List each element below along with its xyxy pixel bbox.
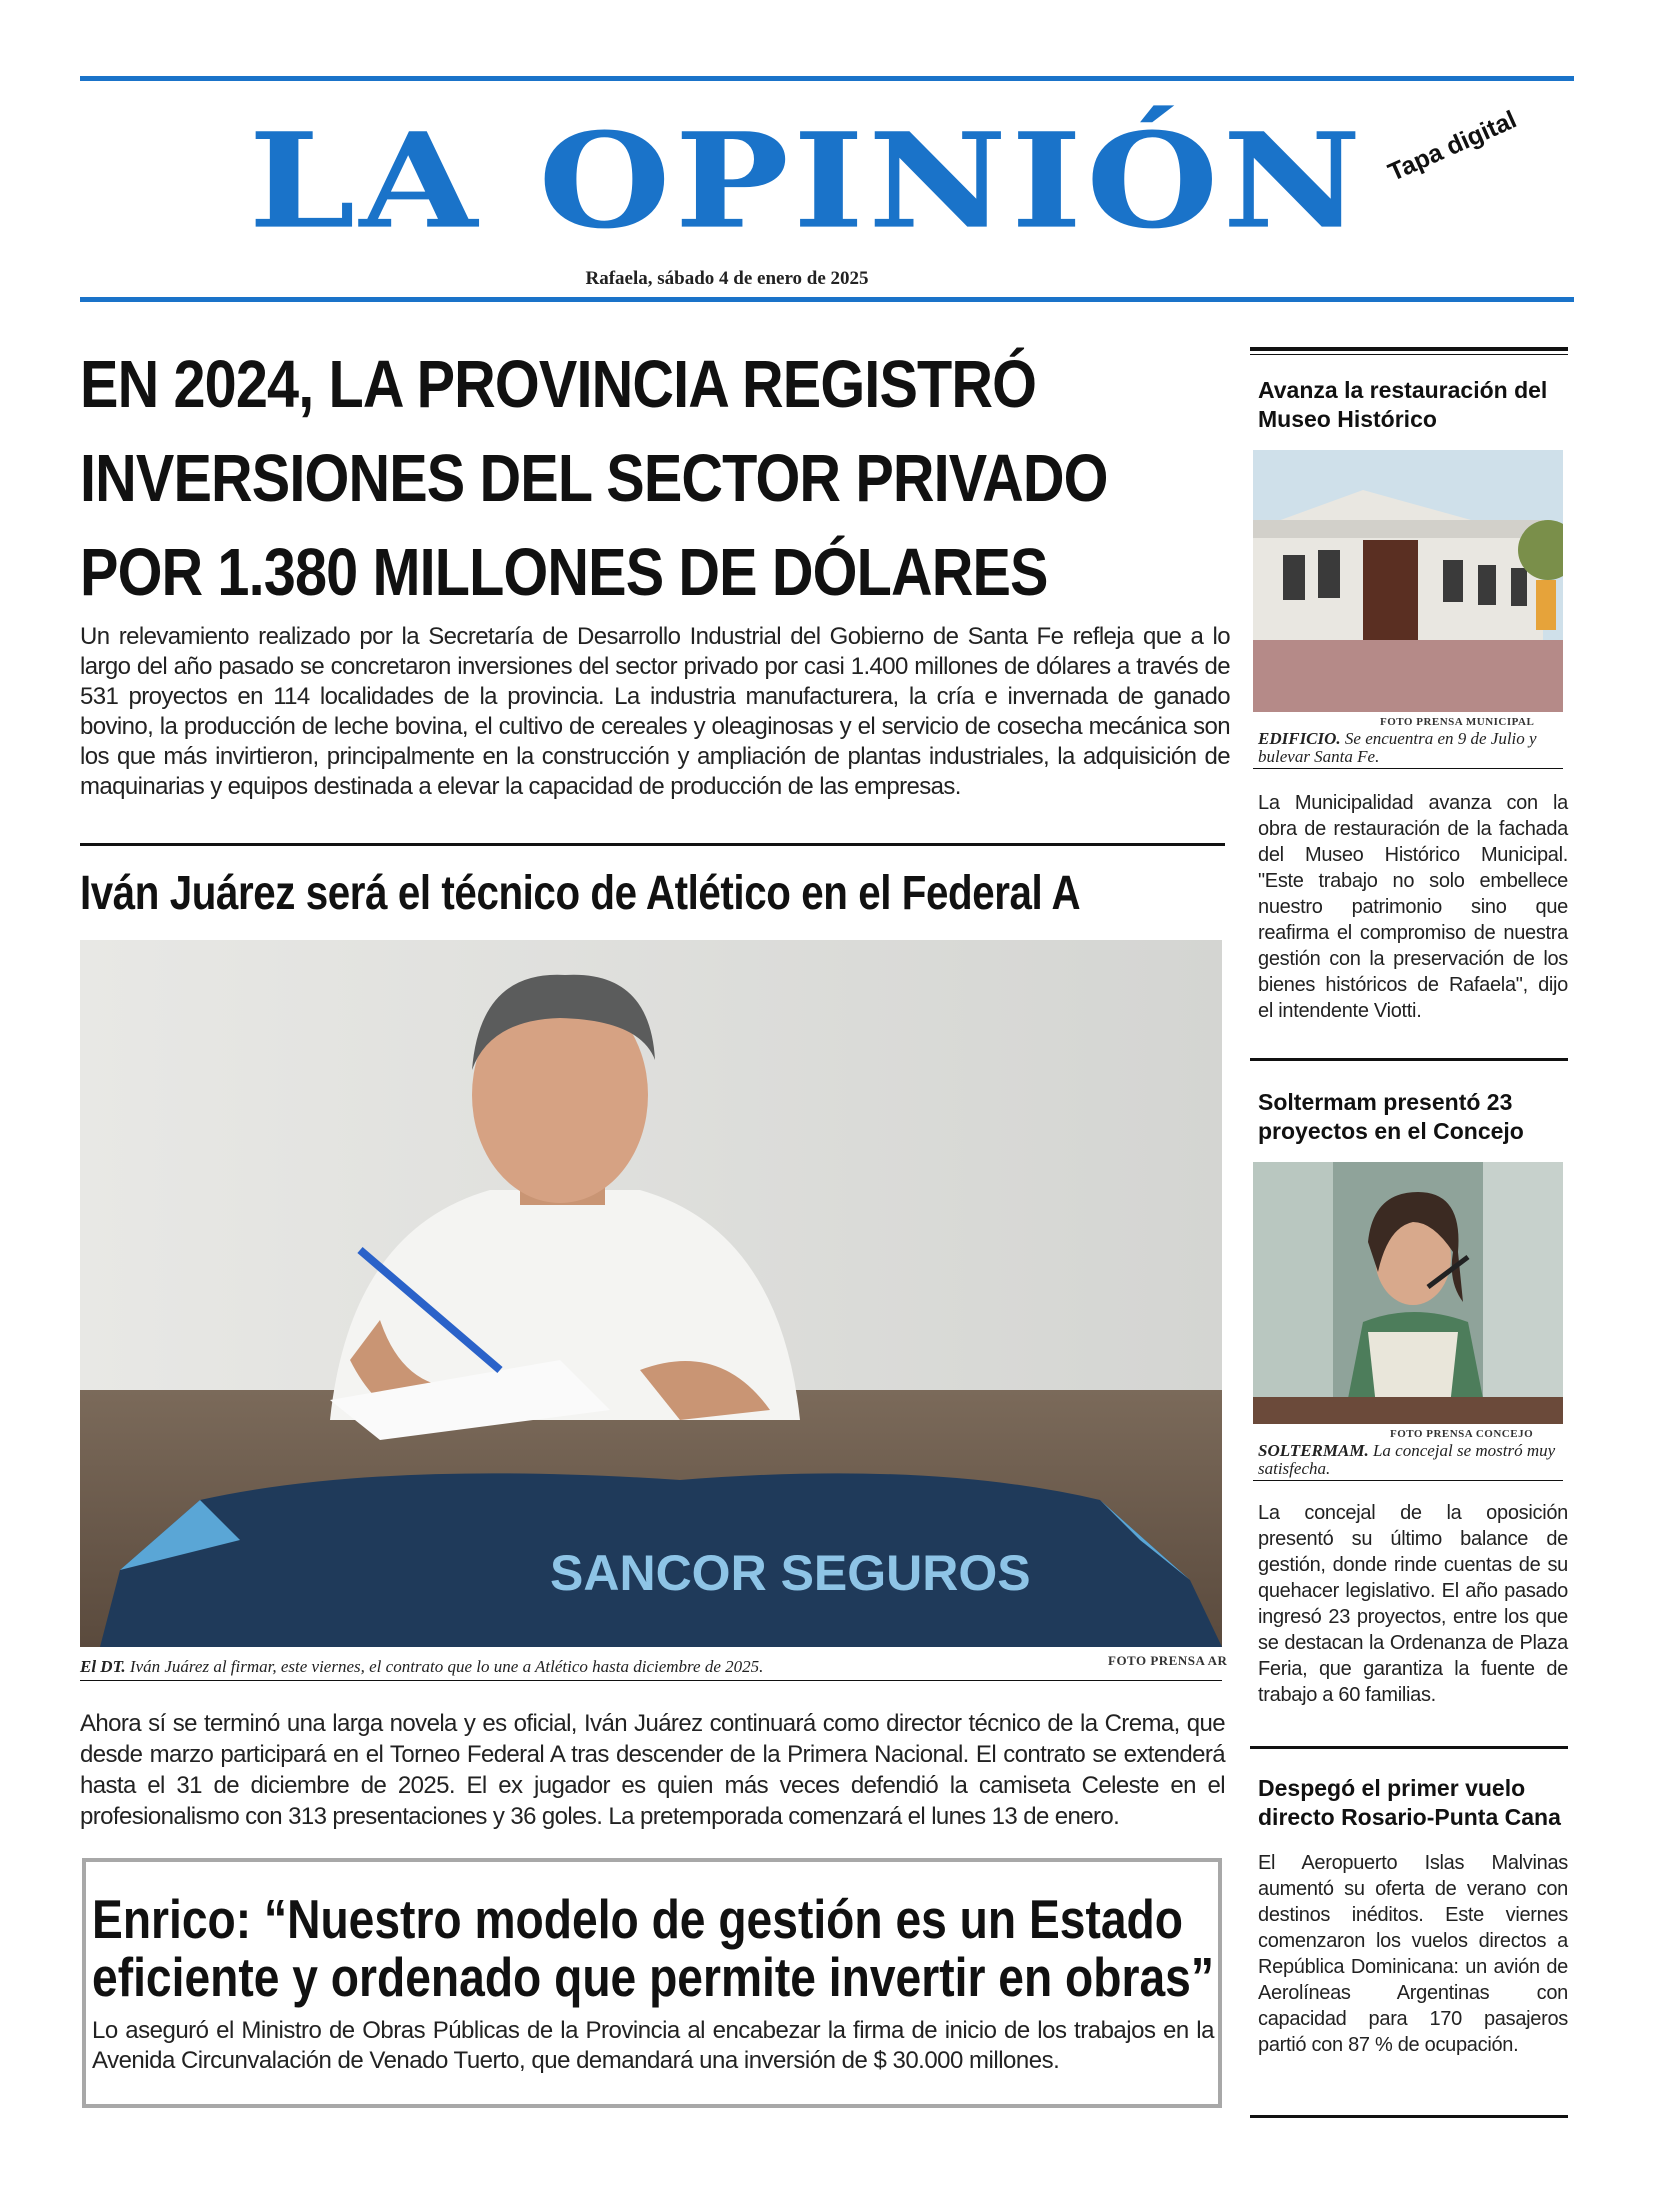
museum-caption-text: Se encuentra en 9 de Julio y bulevar Santa Fe. <box>1258 729 1537 766</box>
section-divider <box>80 843 1225 846</box>
museum-body: La Municipalidad avanza con la obra de restauración de la fachada del Museo Histórico Municipal. "Este trabajo no solo embellece nuestro patrimonio sino que reafirma el compromiso de nuestra gestión con la preservación de los bienes históricos de Rafaela", dijo el intendente Viotti. <box>1258 792 1568 1022</box>
concejal-illustration <box>1253 1162 1563 1424</box>
soltermam-photo-credit: FOTO PRENSA CONCEJO <box>1390 1428 1534 1440</box>
sidebar-rule <box>1250 1058 1568 1061</box>
soltermam-photo[interactable] <box>1253 1162 1563 1424</box>
soltermam-caption-lead: SOLTERMAM. <box>1258 1441 1369 1460</box>
sport-caption-text: Iván Juárez al firmar, este viernes, el contrato que lo une a Atlético hasta diciembre de 2025. <box>129 1657 764 1676</box>
museum-building-illustration <box>1253 450 1563 712</box>
soltermam-caption-text: La concejal se mostró muy satisfecha. <box>1258 1441 1556 1478</box>
enrico-headline-line: Enrico: “Nuestro modelo de gestión es un Estado <box>92 1888 1183 1950</box>
enrico-headline[interactable] <box>92 1890 1218 2006</box>
sport-headline[interactable]: Iván Juárez será el técnico de Atlético en el Federal A <box>80 867 1081 920</box>
museum-photo-credit: FOTO PRENSA MUNICIPAL <box>1380 716 1535 728</box>
main-headline-line: EN 2024, LA PROVINCIA REGISTRÓ <box>80 347 1037 422</box>
main-headline-line: INVERSIONES DEL SECTOR PRIVADO <box>80 441 1108 516</box>
jersey-sponsor-text: SANCOR SEGUROS <box>550 1545 1031 1601</box>
sidebar-bottom-rule <box>1250 2115 1568 2118</box>
museum-title[interactable]: Avanza la restauración del Museo Histórico <box>1258 377 1548 432</box>
flight-body: El Aeropuerto Islas Malvinas aumentó su oferta de verano con destinos inéditos. Este viernes comenzaron los vuelos directos a República Dominicana: un avión de Aerolíneas Argentinas con capacidad para 170 pasajeros partió con 87 % de ocupación. <box>1258 1852 1568 2056</box>
masthead-bottom-rule <box>80 297 1574 302</box>
sidebar-rule <box>1250 347 1568 351</box>
museum-photo[interactable] <box>1253 450 1563 712</box>
soltermam-title[interactable]: Soltermam presentó 23 proyectos en el Concejo <box>1258 1089 1524 1144</box>
soltermam-body: La concejal de la oposición presentó su último balance de gestión, donde rinde cuentas de su quehacer legislativo. El año pasado ingresó 23 proyectos, entre los que se destacan la Ordenanza de Plaza Feria, que garantiza la fuente de trabajo a 60 familias. <box>1258 1502 1568 1706</box>
museum-caption-lead: EDIFICIO. <box>1258 729 1341 748</box>
sport-photo-caption <box>80 1657 763 1677</box>
enrico-body: Lo aseguró el Ministro de Obras Públicas de la Provincia al encabezar la firma de inicio de los trabajos en la Avenida Circunvalación de Venado Tuerto, que demandará una inversión de $ 30.000 millones. <box>92 2017 1214 2074</box>
sport-photo-credit: FOTO PRENSA AR <box>1108 1653 1228 1668</box>
soltermam-caption-underline <box>1253 1480 1563 1481</box>
flight-title[interactable]: Despegó el primer vuelo directo Rosario-Punta Cana <box>1258 1775 1561 1830</box>
sidebar-rule <box>1250 1746 1568 1749</box>
coach-photo-illustration <box>80 940 1222 1647</box>
museum-caption <box>1258 730 1568 766</box>
main-headline[interactable] <box>80 338 1224 620</box>
top-rule <box>80 76 1574 81</box>
dateline: Rafaela, sábado 4 de enero de 2025 <box>585 268 869 289</box>
coach-signing-photo[interactable] <box>80 940 1222 1647</box>
soltermam-caption <box>1258 1442 1568 1478</box>
sport-body: Ahora sí se terminó una larga novela y es oficial, Iván Juárez continuará como director técnico de la Crema, que desde marzo participará en el Torneo Federal A tras descender de la Primera Nacional. El contrato se extenderá hasta el 31 de diciembre de 2025. El ex jugador es quien más veces defendió la camiseta Celeste en el profesionalismo con 313 presentaciones y 36 goles. La pretemporada comenzará el lunes 13 de enero. <box>80 1710 1225 1830</box>
main-lead: Un relevamiento realizado por la Secretaría de Desarrollo Industrial del Gobierno de Santa Fe refleja que a lo largo del año pasado se concretaron inversiones del sector privado por casi 1.400 millones de dólares a través de 531 proyectos en 114 localidades de la provincia. La industria manufacturera, la cría e invernada de ganado bovino, la producción de leche bovina, el cultivo de cereales y oleaginosas y el servicio de cosecha mecánica son los que más invirtieron, principalmente en la construcción y ampliación de plantas industriales, la adquisición de maquinarias y equipos destinada a elevar la capacidad de producción de las empresas. <box>80 623 1230 800</box>
sidebar-rule <box>1250 354 1568 355</box>
main-headline-line: POR 1.380 MILLONES DE DÓLARES <box>80 535 1048 610</box>
caption-underline <box>80 1680 1222 1681</box>
masthead-title: LA OPINIÓN <box>248 103 1366 258</box>
museum-caption-underline <box>1253 768 1563 769</box>
enrico-headline-line: eficiente y ordenado que permite invertir en obras” <box>92 1946 1214 2008</box>
digital-cover-tag: Tapa digital <box>1384 105 1521 187</box>
sport-caption-lead: El DT. <box>80 1657 126 1676</box>
